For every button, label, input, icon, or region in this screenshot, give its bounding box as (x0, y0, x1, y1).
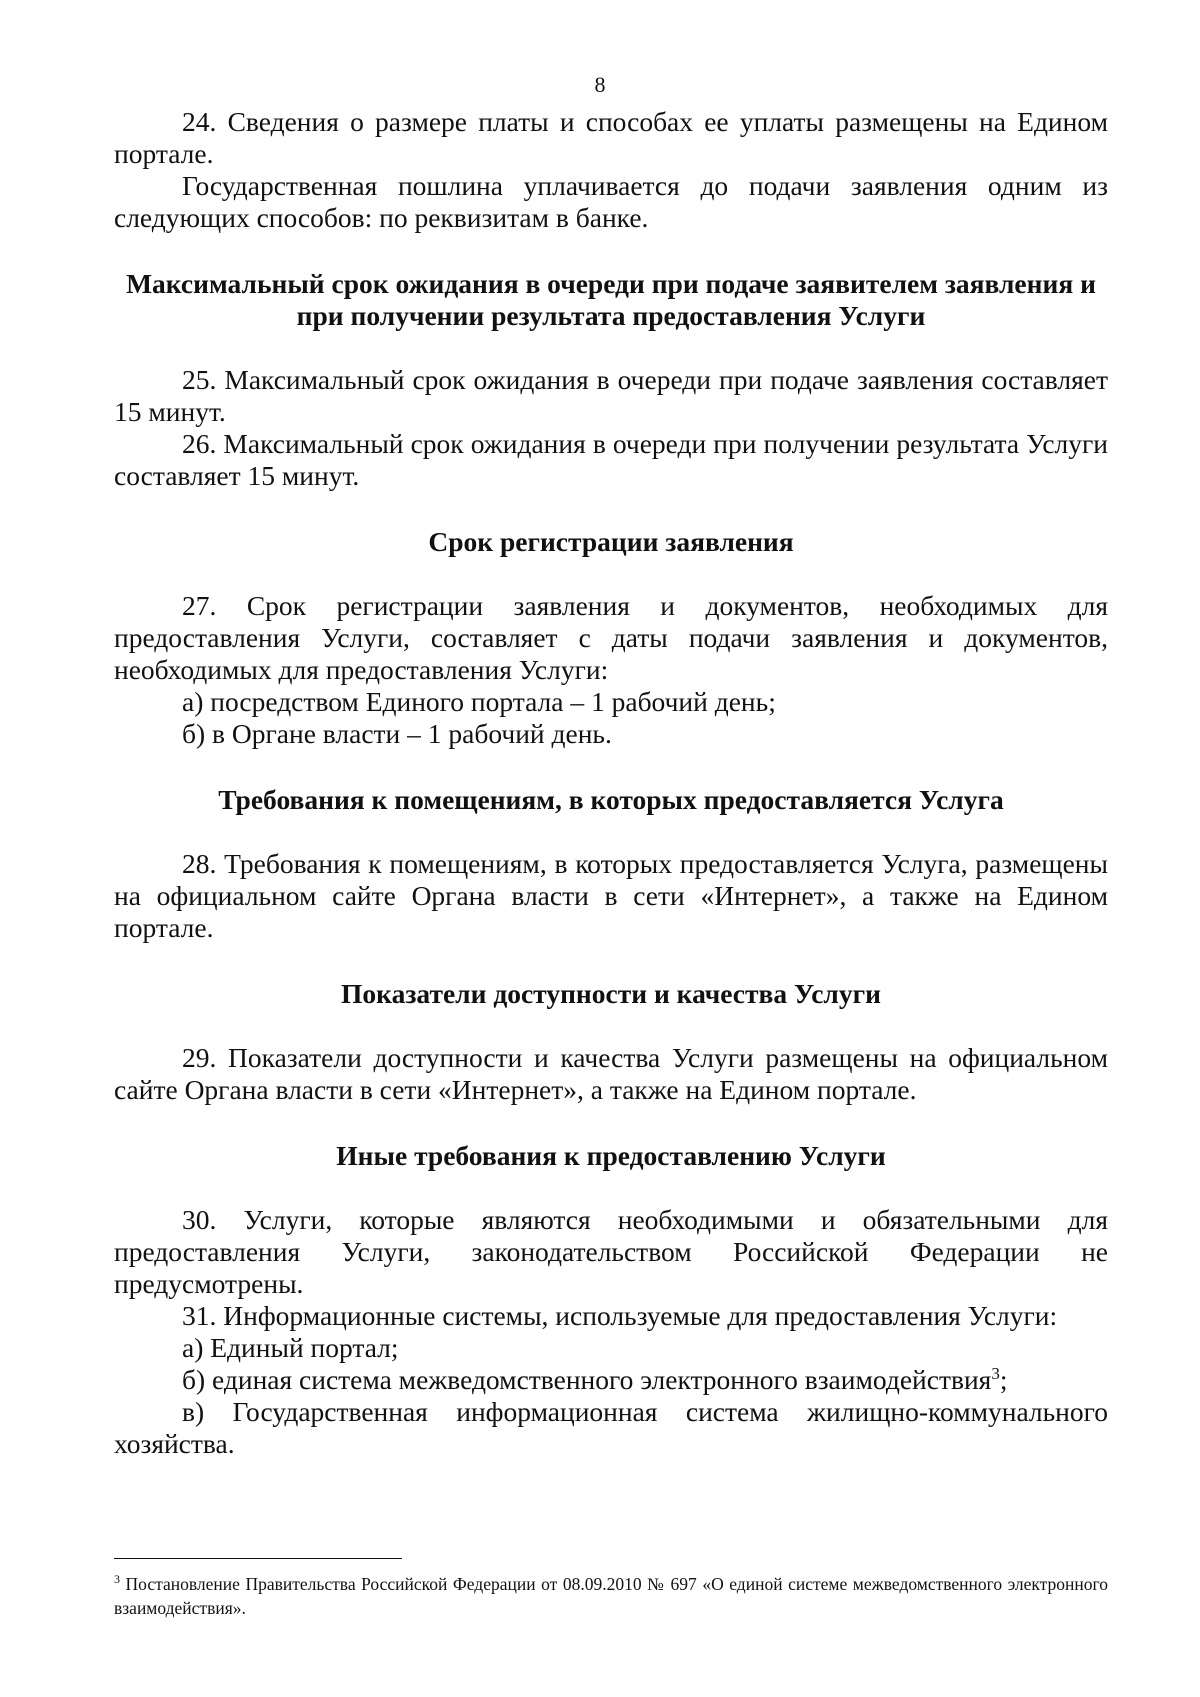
footnote-divider (114, 1558, 402, 1559)
paragraph-24-fee: Государственная пошлина уплачивается до подачи заявления одним из следующих способов: по реквизитам в банке. (114, 170, 1108, 233)
footnote-marker: 3 (114, 1572, 120, 1587)
heading-registration-time: Срок регистрации заявления (428, 526, 794, 557)
document-body (114, 106, 1108, 1460)
footnote-text: Постановление Правительства Российской Федерации от 08.09.2010 № 697 «О единой системе межведомственного электронного взаимодействия». (114, 1574, 1108, 1618)
paragraph-31-b (114, 1364, 1108, 1396)
paragraph-24: 24. Сведения о размере платы и способах ее уплаты размещены на Едином портале. (114, 106, 1108, 169)
paragraph-31-a: а) Единый портал; (182, 1332, 399, 1363)
heading-indicators: Показатели доступности и качества Услуги (341, 978, 881, 1009)
paragraph-27-b: б) в Органе власти – 1 рабочий день. (182, 718, 612, 749)
paragraph-28: 28. Требования к помещениям, в которых предоставляется Услуга, размещены на официальном сайте Органа власти в сети «Интернет», а также на Едином портале. (114, 848, 1108, 943)
heading-premises: Требования к помещениям, в которых предоставляется Услуга (218, 784, 1004, 815)
heading-other-requirements: Иные требования к предоставлению Услуги (336, 1140, 886, 1171)
paragraph-31-c: в) Государственная информационная система жилищно-коммунального хозяйства. (114, 1396, 1108, 1459)
paragraph-30: 30. Услуги, которые являются необходимыми и обязательными для предоставления Услуги, законодательством Российской Федерации не предусмотрены. (114, 1204, 1108, 1299)
page-number: 8 (594, 72, 606, 97)
paragraph-31: 31. Информационные системы, используемые для предоставления Услуги: (182, 1300, 1058, 1331)
paragraph-26: 26. Максимальный срок ожидания в очереди при получении результата Услуги составляет 15 минут. (114, 428, 1108, 491)
paragraph-31-b-text: б) единая система межведомственного электронного взаимодействия (182, 1364, 992, 1395)
paragraph-27-a: а) посредством Единого портала – 1 рабочий день; (182, 686, 776, 717)
paragraph-29: 29. Показатели доступности и качества Услуги размещены на официальном сайте Органа власти в сети «Интернет», а также на Едином портале. (114, 1042, 1108, 1105)
paragraph-25: 25. Максимальный срок ожидания в очереди при подаче заявления составляет 15 минут. (114, 364, 1108, 427)
footnote-reference: 3 (991, 1363, 1000, 1383)
paragraph-31-b-end: ; (999, 1364, 1008, 1395)
paragraph-27: 27. Срок регистрации заявления и документов, необходимых для предоставления Услуги, составляет с даты подачи заявления и документов, необходимых для предоставления Услуги: (114, 590, 1108, 685)
footnote (114, 1572, 1108, 1620)
heading-queue-time: Максимальный срок ожидания в очереди при подаче заявителем заявления и при получении результата предоставления Услуги (126, 268, 1096, 331)
